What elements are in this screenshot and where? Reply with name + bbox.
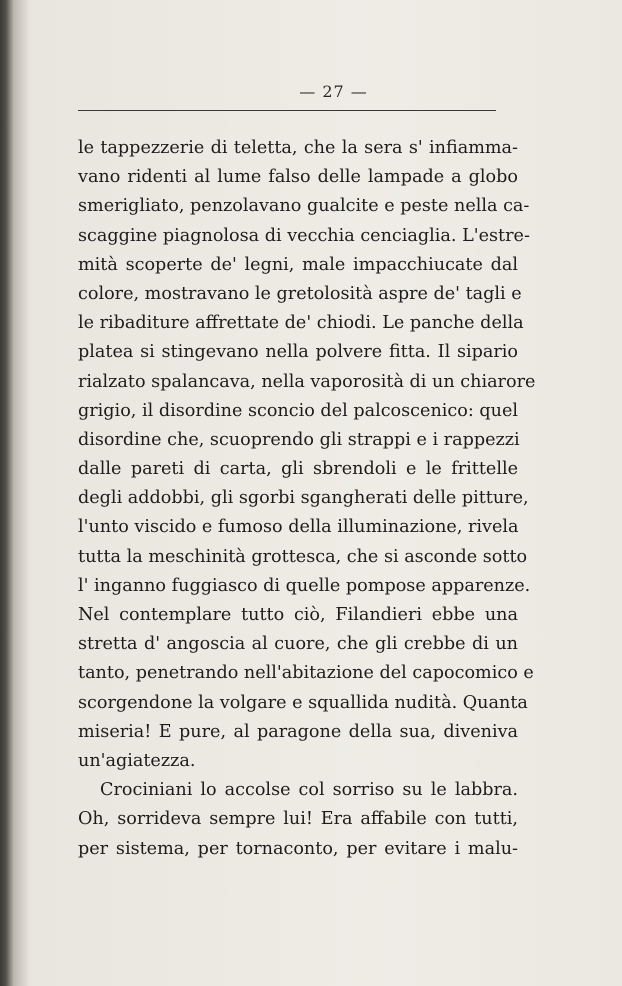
text-line: Oh, sorrideva sempre lui! Era affabile con tutti, bbox=[78, 809, 518, 830]
text-line: tutta la meschinità grottesca, che si asconde sotto bbox=[78, 546, 528, 567]
text-line: dalle pareti di carta, gli sbrendoli e le frittelle bbox=[78, 459, 518, 480]
text-line: degli addobbi, gli sgorbi sgangherati delle pitture, bbox=[78, 488, 529, 509]
page-header bbox=[0, 82, 622, 101]
text-line: l'unto viscido e fumoso della illuminazione, rivela bbox=[78, 517, 519, 538]
body-text bbox=[78, 134, 536, 864]
text-line: scaggine piagnolosa di vecchia cenciaglia. L'estre- bbox=[78, 225, 530, 246]
text-line: smerigliato, penzolavano gualcite e peste nella ca- bbox=[78, 196, 530, 217]
text-line: le tappezzerie di teletta, che la sera s' infiamma- bbox=[78, 138, 518, 158]
text-line: miseria! E pure, al paragone della sua, diveniva bbox=[78, 721, 518, 742]
text-line: colore, mostravano le gretolosità aspre de' tagli e bbox=[78, 283, 522, 304]
text-line: Crociniani lo accolse col sorriso su le labbra. bbox=[100, 780, 518, 801]
text-line: disordine che, scuoprendo gli strappi e i rappezzi bbox=[78, 429, 520, 450]
text-line: tanto, penetrando nell'abitazione del capocomico e bbox=[78, 663, 534, 684]
page-number: — 27 — bbox=[299, 82, 368, 101]
text-line: l' inganno fuggiasco di quelle pompose apparenze. bbox=[78, 575, 531, 596]
text-line: platea si stingevano nella polvere fitta. Il sipario bbox=[78, 342, 518, 363]
text-line: per sistema, per tornaconto, per evitare i malu- bbox=[78, 838, 518, 859]
text-line: scorgendone la volgare e squallida nudità. Quanta bbox=[78, 692, 528, 713]
text-line: vano ridenti al lume falso delle lampade a globo bbox=[78, 167, 518, 188]
text-line: mità scoperte de' legni, male impacchiucate dal bbox=[78, 254, 518, 275]
text-line: le ribaditure affrettate de' chiodi. Le panche della bbox=[78, 313, 524, 334]
text-line: grigio, il disordine sconcio del palcoscenico: quel bbox=[78, 400, 518, 421]
header-rule bbox=[78, 110, 496, 111]
text-line: stretta d' angoscia al cuore, che gli crebbe di un bbox=[78, 634, 518, 655]
text-line: Nel contemplare tutto ciò, Filandieri ebbe una bbox=[78, 605, 518, 625]
text-line: rialzato spalancava, nella vaporosità di un chiarore bbox=[78, 371, 536, 392]
text-line: un'agiatezza. bbox=[78, 750, 196, 771]
